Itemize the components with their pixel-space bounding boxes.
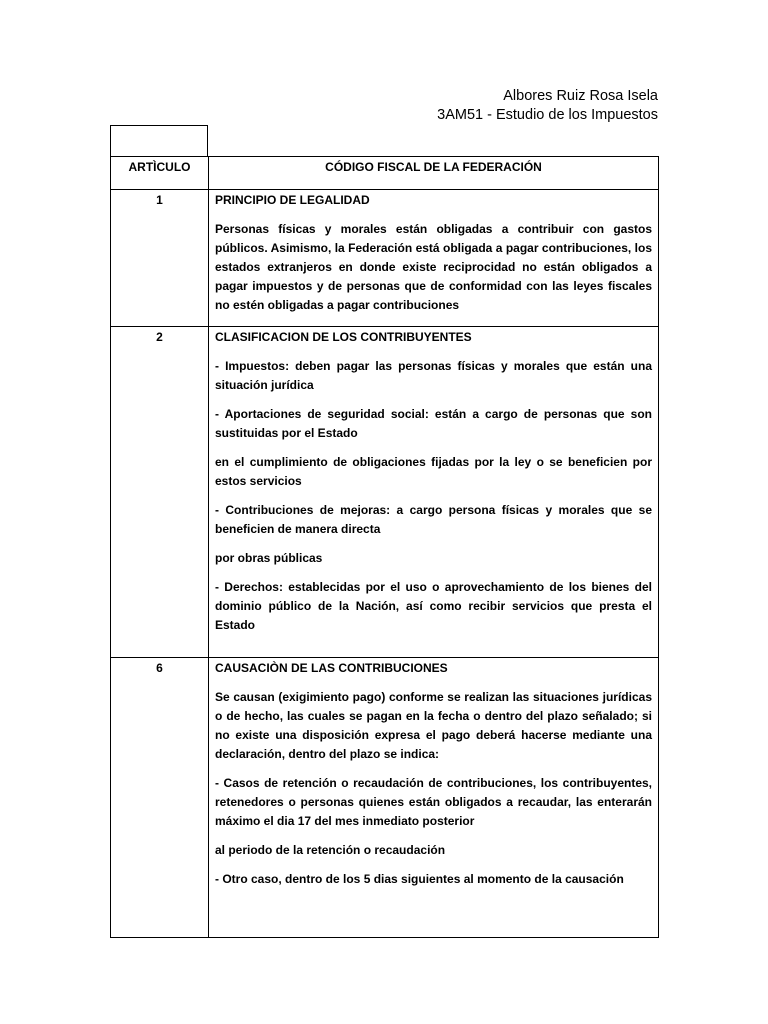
table-row <box>111 327 659 658</box>
article-paragraph: - Aportaciones de seguridad social: están a cargo de personas que son sustituidas por el Estado <box>215 407 652 440</box>
document-header <box>437 87 658 125</box>
article-paragraph: - Otro caso, dentro de los 5 dias siguientes al momento de la causación <box>215 872 624 886</box>
article-title: CLASIFICACION DE LOS CONTRIBUYENTES <box>215 330 472 344</box>
article-number: 1 <box>111 190 209 327</box>
article-paragraph: Se causan (exigimiento pago) conforme se realizan las situaciones jurídicas o de hecho, las cuales se pagan en la fecha o dentro del plazo señalado; si no existe una disposición expresa el pago deberá hacerse mediante una declaración, dentro del plazo se indica: <box>215 690 652 761</box>
article-title: CAUSACIÒN DE LAS CONTRIBUCIONES <box>215 661 448 675</box>
article-content <box>209 190 659 327</box>
article-number: 6 <box>111 658 209 938</box>
article-paragraph: - Contribuciones de mejoras: a cargo persona físicas y morales que se beneficien de manera directa <box>215 503 652 536</box>
article-paragraph: en el cumplimiento de obligaciones fijadas por la ley o se beneficien por estos servicios <box>215 455 652 488</box>
article-paragraph: - Casos de retención o recaudación de contribuciones, los contribuyentes, retenedores o personas quienes están obligados a recaudar, las enterarán máximo el dia 17 del mes inmediato posterior <box>215 776 652 828</box>
table-row <box>111 190 659 327</box>
column-header-codigo: CÓDIGO FISCAL DE LA FEDERACIÓN <box>209 157 659 190</box>
empty-header-cell <box>110 125 208 156</box>
table-row <box>111 658 659 938</box>
column-header-articulo: ARTÌCULO <box>111 157 209 190</box>
course-title: 3AM51 - Estudio de los Impuestos <box>437 107 658 123</box>
article-content <box>209 658 659 938</box>
article-paragraph: al periodo de la retención o recaudación <box>215 843 446 857</box>
articles-table <box>110 156 659 938</box>
article-paragraph: por obras públicas <box>215 551 323 565</box>
author-name: Albores Ruiz Rosa Isela <box>503 88 658 104</box>
article-paragraph: - Impuestos: deben pagar las personas físicas y morales que están una situación jurídica <box>215 359 652 392</box>
article-paragraph: - Derechos: establecidas por el uso o aprovechamiento de los bienes del dominio público de la Nación, así como recibir servicios que presta el Estado <box>215 580 652 632</box>
article-paragraph: Personas físicas y morales están obligadas a contribuir con gastos públicos. Asimismo, la Federación está obligada a pagar contribuciones, los estados extranjeros en donde existe reciprocidad no están obligados a pagar impuestos y de personas que de conformidad con las leyes fiscales no estén obligadas a pagar contribuciones <box>215 222 652 312</box>
article-number: 2 <box>111 327 209 658</box>
article-title: PRINCIPIO DE LEGALIDAD <box>215 193 370 207</box>
table-header-row <box>111 157 659 190</box>
article-content <box>209 327 659 658</box>
